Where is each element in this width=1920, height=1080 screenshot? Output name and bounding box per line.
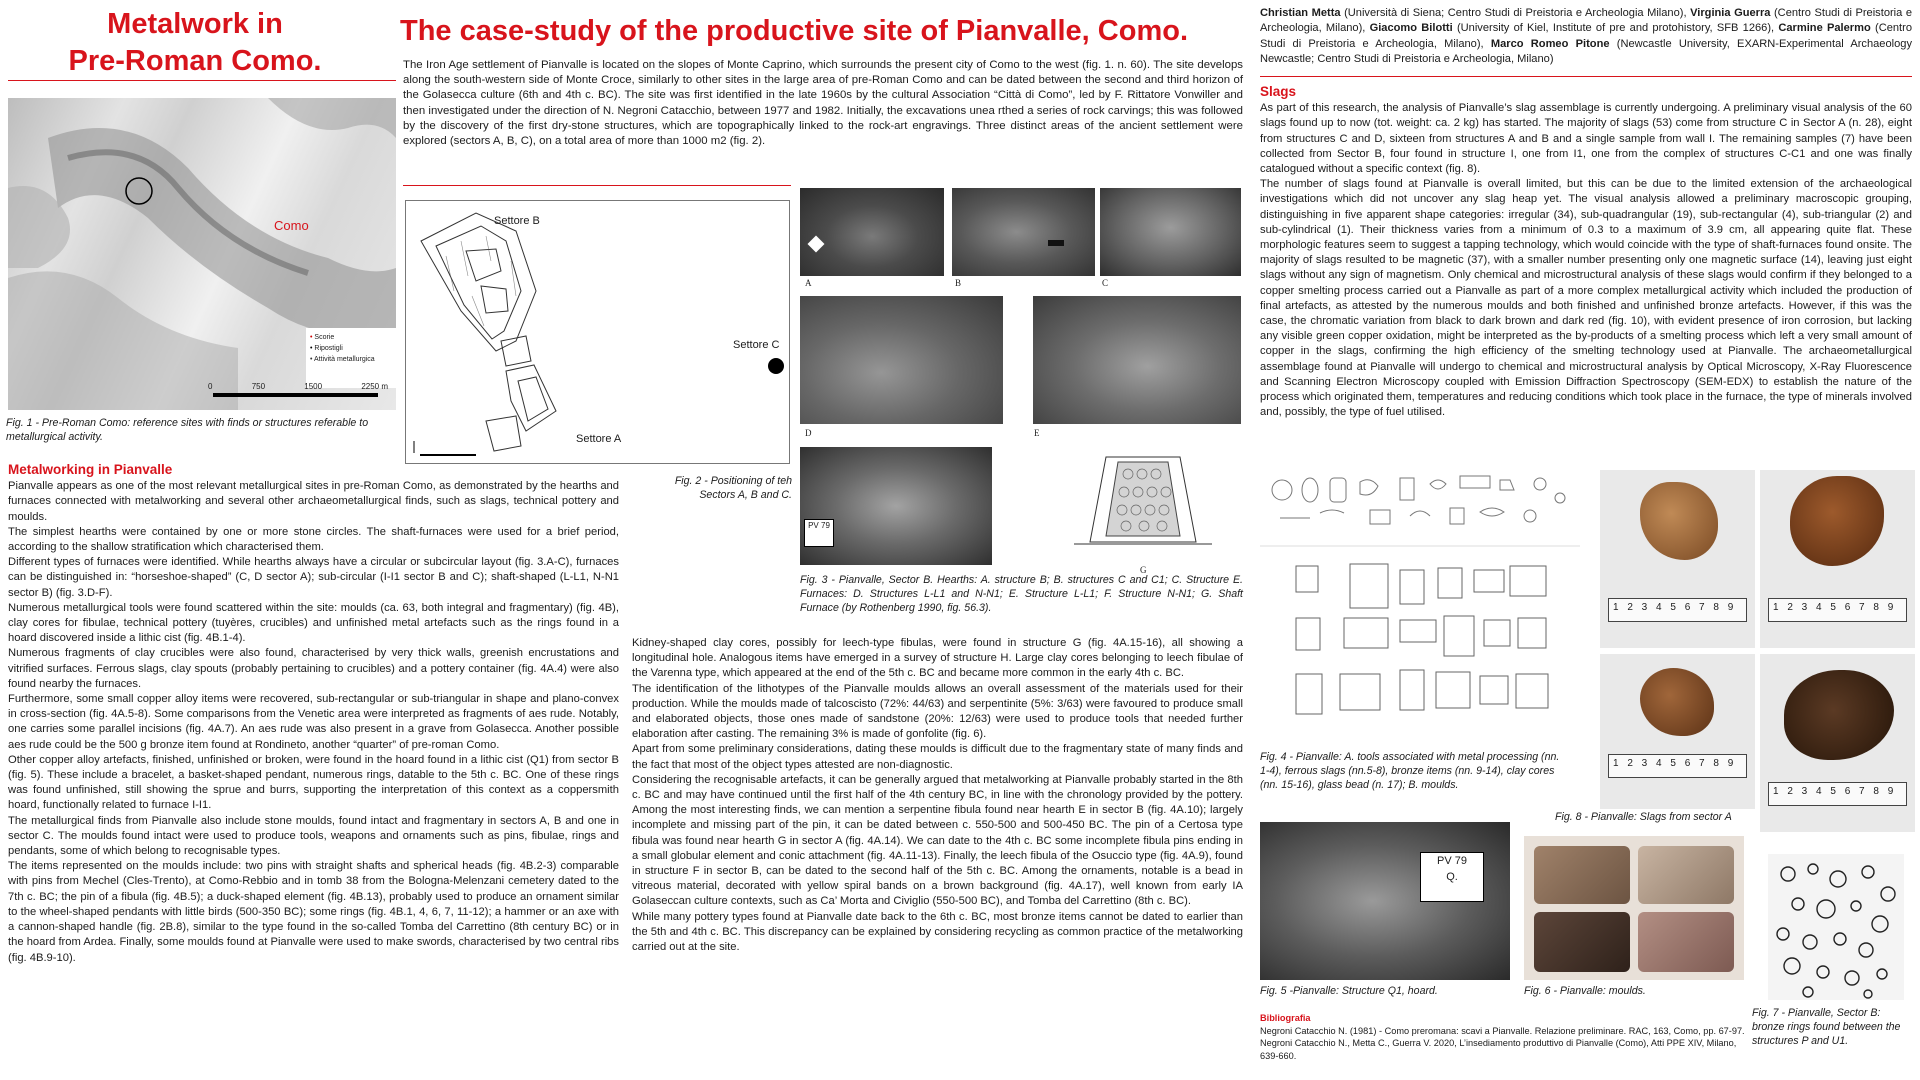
divider bbox=[8, 80, 396, 81]
metalworking-para-9: The items represented on the moulds include: two pins with straight shafts and spherical heads (fig. 4B.2-3) comparable with pins from Mechel (Cles-Trento), at Como-Rebbio and in tomb 38 from the Bologna-Melenzani cemetery dated to the 7th c. BC; the pin of a fibula (fig. 4B.5); a duck-shaped element (fig. 4B.13), probably used to produce an ornament similar to the wheel-shaped pendants with little birds (500-350 BC); some rings (fig. 4B.1, 4, 6, 7, 11-12); a hammer or an axe with a cannon-shaped handle (fig. 2B.8), similar to the type found in the so-called Tomba del Carrettino (8th century BC) or in the hoard from Ardea. Finally, some moulds found at Pianvalle were used to make swords, characterised by two central ribs (fig. 4B.9-10). bbox=[8, 860, 619, 964]
fig7-photo bbox=[1768, 854, 1904, 1000]
middle-para-4: Considering the recognisable artefacts, it can be generally argued that metalworking at Pianvalle probably started in the 8th c. BC and may have continued until the first half of the 4th century BC, in line with the chronology provided by the pottery. Among the most interesting finds, we can mention a serpentine fibula found near hearth E in sector B (fig. 4A.10); largely incomplete and missing part of the pin, it can be dated between c. 550-500 and 500-450 BC. The pin of a Certosa type fibula was found near hearth G in sector A (fig. 4A.14). We can date to the 4th c. BC some incomplete fibula pins ending in a small globular element and conic attachment (fig. 4A.11-13). Finally, the leech fibula of the Osuccio type (fig. 4A.9), found in structure F in sector B, can be dated to the second half of the 5th c. BC. Among the ornaments, notable is a bead in vitreous material, decorated with yellow spiral bands on a brown background (fig. 4A.17), well known from early IA Golaseccan culture contexts, such as Ca’ Morta and Civiglio (550-500 BC), and Tomba del Carrettino (8th c. BC). bbox=[632, 773, 1243, 908]
divider bbox=[1260, 76, 1912, 77]
author-2-aff: (Centro Studi di Preistoria e Archeologia, Milano), bbox=[1260, 7, 1913, 35]
fig5-photo bbox=[1260, 822, 1510, 980]
slags-para-1: As part of this research, the analysis of Pianvalle’s slag assemblage is currently undergoing. A preliminary visual analysis of the 60 slags found up to now (tot. weight: ca. 2 kg) has started. The majority of slags (53) come from structure C in Sector A (n. 28), eight from structures C and D, sixteen from structures A and B and a single sample from wall I. The remaining samples (7) have been collected from Sector B, four found in structure I, one from I1, one from the complex of structures C-C1 and one was finally catalogued without a specific context (fig. 8). bbox=[1260, 102, 1912, 176]
fig4-drawings bbox=[1260, 468, 1580, 744]
middle-para-2: The identification of the lithotypes of the Pianvalle moulds allows an overall assessment of the materials used for their production. While the moulds made of talcoscisto (72%: 44/63) and serpentinite (5%: 3/63) were favoured to produce small and elaborated objects, those ones made of sandstone (20%: 12/63) were used to produce tools that needed further elaboration after casting. The remaining 3% is made of gonfolite (fig. 6). bbox=[632, 682, 1243, 741]
fig3-sign: PV 79 bbox=[804, 519, 834, 547]
shaft-furnace-drawing bbox=[1066, 452, 1220, 560]
author-5-name: Marco Romeo Pitone bbox=[1490, 37, 1610, 50]
middle-para-5: While many pottery types found at Pianvalle date back to the 6th c. BC, most bronze items cannot be dated to earlier than the 5th and 4th c. BC. This discrepancy can be explained by considering recycling as common practice of the metalworking carried out at the site. bbox=[632, 910, 1243, 954]
metalworking-para-3: Different types of furnaces were identified. While hearths always have a circular or subcircular layout (fig. 3.A-C), furnaces can be distinguished in: “horseshoe-shaped” (C, D sector A); sub-circular (I-I1 sector B and C); shaft-shaped (L-L1, N-N1 sector B) (fig. 3.D-F). bbox=[8, 556, 619, 599]
fig7-caption: Fig. 7 - Pianvalle, Sector B: bronze rings found between the structures P and U1. bbox=[1752, 1007, 1901, 1048]
intro-text: The Iron Age settlement of Pianvalle is located on the slopes of Monte Caprino, which surrounds the present city of Como to the west (fig. 1. n. 60). The site develops along the south-western side of Monte Croce, similarly to other sites in the large area of pre-Roman Como and can be dated between the second and third horizon of the Golasecca culture (6th and 4th c. BC). The site was first identified in the late 1960s by the cultural Association “Città di Como”, led by F. Rittatore Vonwiller and then investigated under the direction of N. Negroni Catacchio, between 1977 and 1982. Initially, the excavations unea rthed a series of rock carvings; this was followed by the discovery of the first dry-stone structures, which are topographically linked to the rock-art engravings. Three distinct areas of the ancient settlement were explored (sectors A, B, C), on a total area of more than 1000 m2 (fig. 2). bbox=[403, 59, 1243, 148]
middle-para-1: Kidney-shaped clay cores, possibly for leech-type fibulas, were found in structure G (fig. 4A.15-16), all showing a longitudinal hole. Analogous items have emerged in a survey of structure H. Large clay cores belonging to leech fibulae of the Varenna type, which appeared at the end of the 5th c. BC and became more common in the early 4th c. BC. bbox=[632, 637, 1243, 680]
poster-title-main: The case-study of the productive site of Pianvalle, Como. bbox=[400, 15, 1188, 47]
fig3-photo-e bbox=[1033, 296, 1241, 424]
poster-title-left bbox=[40, 6, 350, 80]
metalworking-para-5: Numerous fragments of clay crucibles were also found, characterised by very thick walls, greenish encrustations and vitrified surfaces. Ferrous slags, clay spouts (probably pertaining to crucibles) and a pottery container (fig. 4A.4) were also found nearby the furnaces. bbox=[8, 647, 619, 690]
fig3-letter-b: B bbox=[955, 278, 962, 288]
middle-text bbox=[632, 636, 1243, 955]
metalworking-heading: Metalworking in Pianvalle bbox=[8, 462, 173, 477]
metalworking-section bbox=[8, 462, 619, 966]
author-3-name: Giacomo Bilotti bbox=[1369, 22, 1453, 35]
biblio-heading: Bibliografia bbox=[1260, 1013, 1311, 1023]
fig4-caption: Fig. 4 - Pianvalle: A. tools associated with metal processing (nn. 1-4), ferrous slags (nn.5-8), bronze items (nn. 9-14), clay cores (nn. 15-16), glass bead (n. 17); B. moulds. bbox=[1260, 751, 1560, 792]
fig3-shaft-furnace bbox=[1066, 452, 1220, 560]
fig6-photo bbox=[1524, 836, 1744, 980]
author-4-aff: (Centro Studi di Preistoria e Archeologia, Milano), bbox=[1260, 22, 1912, 50]
fig1-caption: Fig. 1 - Pre-Roman Como: reference sites with finds or structures referable to metallurgical activity. bbox=[6, 417, 369, 444]
fig5-sign: PV 79 Q. bbox=[1420, 852, 1484, 902]
slags-section bbox=[1260, 84, 1912, 420]
authors bbox=[1260, 6, 1912, 68]
fig8-slag-4 bbox=[1760, 654, 1915, 832]
author-3-aff: (University of Kiel, Institute of pre and protohistory, SFB 1266), bbox=[1452, 22, 1779, 35]
metalworking-para-1: Pianvalle appears as one of the most relevant metallurgical sites in pre-Roman Como, as demonstrated by the hearths and furnaces connected with metalworking and several other archaeometallurgical finds, such as slags, technical pottery and moulds. bbox=[8, 480, 619, 523]
label-settore-b: Settore B bbox=[494, 215, 540, 227]
fig3-letter-d: D bbox=[805, 428, 812, 438]
biblio-item-2: Negroni Catacchio N., Metta C., Guerra V. 2020, L’insediamento produttivo di Pianvalle (Como), Atti PPE XIV, Milano, 639-660. bbox=[1260, 1038, 1737, 1061]
middle-para-3: Apart from some preliminary considerations, dating these moulds is difficult due to the fragmentary state of many finds and the fact that most of the object types attested are non-diagnostic. bbox=[632, 743, 1243, 771]
fig3-photo-a bbox=[800, 188, 944, 276]
fig3-letter-c: C bbox=[1102, 278, 1109, 288]
fig4-plate bbox=[1260, 468, 1580, 744]
legend-attivita: • Attività metallurgica bbox=[310, 356, 375, 363]
rings-drawing bbox=[1768, 854, 1904, 1000]
plan-drawing bbox=[406, 201, 789, 463]
fig2-plan bbox=[405, 200, 790, 464]
fig8-slag-1 bbox=[1600, 470, 1755, 648]
title-left-line1: Metalwork in bbox=[107, 8, 283, 40]
author-2-name: Virginia Guerra bbox=[1690, 7, 1771, 19]
fig3-letter-e: E bbox=[1034, 428, 1040, 438]
bibliography bbox=[1260, 1012, 1750, 1062]
author-1-name: Christian Metta bbox=[1260, 7, 1341, 19]
legend-ripostigli: • Ripostigli bbox=[310, 345, 343, 352]
fig1-map bbox=[8, 98, 396, 410]
label-settore-a: Settore A bbox=[576, 433, 622, 445]
fig3-letter-g: G bbox=[1140, 565, 1147, 575]
fig3-photo-d bbox=[800, 296, 1003, 424]
legend-scorie: • Scorie bbox=[310, 334, 335, 341]
metalworking-para-4: Numerous metallurgical tools were found scattered within the site: moulds (ca. 63, both integral and fragmentary) (fig. 4B), clay cores for fibulae, technical pottery (tuyères, crucibles) and unfinished metal artefacts such as the rings found in a hoard discovered inside a lithic cist (fig. 4B.1-4). bbox=[8, 601, 619, 645]
author-5-aff: (Newcastle University, EXARN-Experimental Archaeology Newcastle; Centro Studi di Preistoria e Archeologia, Milano) bbox=[1260, 37, 1912, 66]
metalworking-para-2: The simplest hearths were contained by one or more stone circles. The shaft-furnaces were used for a brief period, according to the shallow stratification which characterised them. bbox=[8, 525, 619, 554]
fig3-photo-b bbox=[952, 188, 1095, 276]
map-scale-bar bbox=[213, 393, 378, 397]
fig8-slag-3 bbox=[1600, 654, 1755, 809]
slags-heading: Slags bbox=[1260, 84, 1297, 99]
author-1-aff: (Università di Siena; Centro Studi di Preistoria e Archeologia Milano), bbox=[1340, 7, 1691, 19]
fig8-ruler-2: 1 2 3 4 5 6 7 8 9 bbox=[1768, 598, 1907, 622]
metalworking-para-6: Furthermore, some small copper alloy items were recovered, sub-rectangular or sub-triangular in shape and plano-convex in cross-section (fig. 4A.5-8). Some comparisons from the Venetic area were interpreted as fragments of aes rude. Notably, one carries some parallel incisions (fig. 4A.7). An aes rude was also present in a grave from Golasecca. Another possible aes rude could be the 500 g bronze item found at Rondineto, another “quarter” of pre-roman Como. bbox=[8, 693, 619, 751]
fig3-photo-f bbox=[800, 447, 992, 565]
metalworking-para-8: The metallurgical finds from Pianvalle also include stone moulds, found intact and fragmentary in sectors A, B and one in sector C. The moulds found intact were used to produce tools, weapons and ornaments such as pins, fibulae, rings and pendants, some of which belong to recognisable types. bbox=[8, 814, 619, 858]
fig8-caption: Fig. 8 - Pianvalle: Slags from sector A bbox=[1555, 811, 1732, 823]
fig2-caption: Fig. 2 - Positioning of teh Sectors A, B and C. bbox=[674, 475, 792, 502]
fig8-ruler-3: 1 2 3 4 5 6 7 8 9 bbox=[1608, 754, 1747, 778]
fig3-photo-c bbox=[1100, 188, 1241, 276]
author-4-name: Carmine Palermo bbox=[1778, 22, 1871, 35]
biblio-item-1: Negroni Catacchio N. (1981) - Como preromana: scavi a Pianvalle. Relazione preliminare. RAC, 163, Como, pp. 67-97. bbox=[1260, 1025, 1745, 1036]
fig3-caption: Fig. 3 - Pianvalle, Sector B. Hearths: A. structure B; B. structures C and C1; C. Structure E. Furnaces: D. Structures L-L1 and N-N1; E. Structure L-L1; F. Structure N-N1; G. Shaft Furnace (by Rothenberg 1990, fig. 56.3). bbox=[800, 574, 1243, 615]
divider bbox=[403, 185, 791, 186]
map-legend bbox=[306, 328, 396, 388]
slags-para-2: The number of slags found at Pianvalle is overall limited, but this can be due to the limited extension of the archaeological investigations which did not uncover any slag heap yet. The visual analysis allowed a preliminary macroscopic grouping, distinguishing in five apparent shape categories: irregular (34), sub-quadrangular (19), sub-rectangular (4), sub-triangular (2) and sub-cylindrical (1). Their thickness varies from a minimum of 0.3 to a maximum of 3.9 cm, all appearing quite flat. These morphologic features seem to suggest a tapping technology, which would coincide with the type of shaft-furnaces found onsite. The majority of slags resulted to be magnetic (37), with a smaller number presenting only one magnetic surface (14), leaving just eight slags without any sign of magnetism. Only chemical and microstructural analysis of these slags would confirm if they belonged to a copper smelting process carried out a Pianvalle as part of a more complex metallurgical activity which included the production of final artefacts, as attested by the numerous moulds and both finished and unfinished bronze artefacts. However, if this was the case, the chromatic variation from black to dark brown and dark red (fig. 10), with evident presence of iron corrosion, but lacking any visible green copper oxidation, might be interpreted as the by-products of a smelting process which left a very small amount of copper in the slags, confirming the high efficiency of the smelting technology used at Pianvalle. The archaeometallurgical assemblage found at Pianvalle will undergo to chemical and microstructural analysis by Optical Microscopy, X-Ray Fluorescence and Scanning Electron Microscopy coupled with Emission Diffraction Spectroscopy (SEM-EDX) to establish the nature of the process which originated them, temperatures and reducing conditions which took place in the furnace, the type of minerals involved and, possibly, the type of fuel utilised. bbox=[1260, 178, 1912, 419]
label-settore-c: Settore C bbox=[733, 339, 780, 351]
metalworking-para-7: Other copper alloy artefacts, finished, unfinished or broken, were found in the hoard found in a lithic cist (Q1) from sector B (fig. 5). These include a bracelet, a basket-shaped pendant, numerous rings, datable to the 5th c. BC. One of these rings was found unfinished, still showing the sprue and burrs, supporting the interpretation of this context as a coppersmith hoard, functionally related to furnace I-I1. bbox=[8, 753, 619, 812]
settore-c-dot bbox=[768, 358, 784, 374]
fig8-slag-2 bbox=[1760, 470, 1915, 648]
map-label-como: Como bbox=[274, 218, 309, 233]
fig6-caption: Fig. 6 - Pianvalle: moulds. bbox=[1524, 985, 1646, 997]
fig3-letter-a: A bbox=[805, 278, 812, 288]
fig8-ruler-1: 1 2 3 4 5 6 7 8 9 bbox=[1608, 598, 1747, 622]
title-left-line2: Pre-Roman Como. bbox=[68, 45, 322, 77]
fig5-caption: Fig. 5 -Pianvalle: Structure Q1, hoard. bbox=[1260, 985, 1438, 997]
fig8-ruler-4: 1 2 3 4 5 6 7 8 9 bbox=[1768, 782, 1907, 806]
map-scale-labels: 0 750 1500 2250 m bbox=[208, 382, 388, 391]
